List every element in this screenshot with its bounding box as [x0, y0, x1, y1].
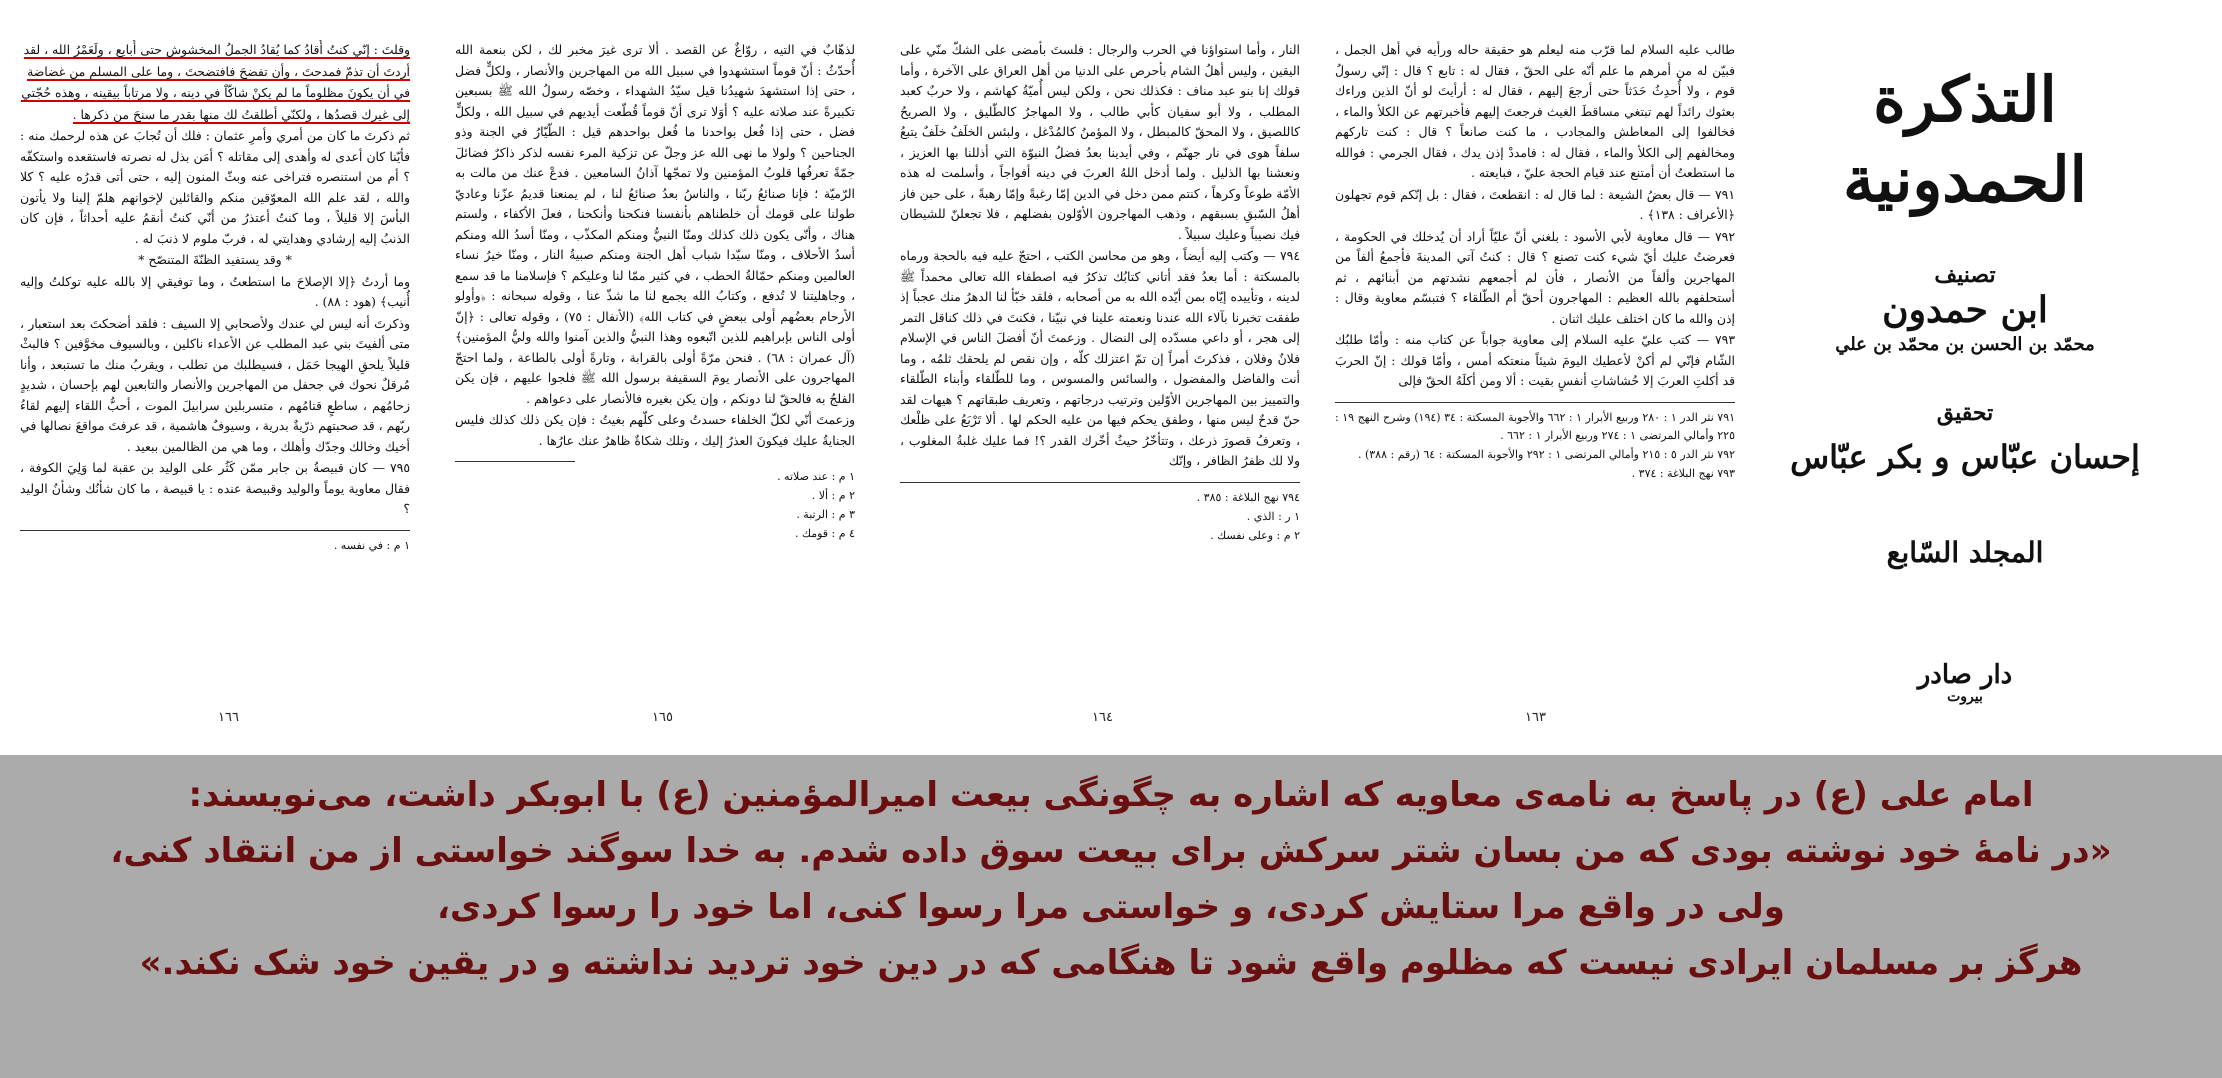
- author-name: ابن حمدون: [1882, 289, 2048, 331]
- page-number: ١٦٣: [1525, 710, 1546, 725]
- footnote-rule: [455, 461, 575, 462]
- page-164: [900, 40, 1300, 730]
- highlighted-line: أردتَ أن تذمّ فمدحتَ ، وأن تفضحَ فافتضحتَ ، وما على المسلم من غضاضة: [27, 63, 410, 79]
- footnote-rule: [1335, 402, 1735, 403]
- footnote: ٧٩١ نثر الدر ١ : ٢٨٠ وربيع الأبرار ١ : ٦٦٢ والأجوبة المسكتة : ٣٤ (١٩٤) وشرح النهج ١٩ : ٢٢٥ وأمالي المرتضى ١ : ٢٧٤ وربيع الأبرار ١ : ٦٦٢ .: [1335, 410, 1735, 442]
- paragraph: ٧٩٢ — قال معاوية لأبي الأسود : بلغني أنّ عليّاً أراد أن يُدخلك في الحكومة ، فعرضتُ عليك أيّ شيء كنت تصنع ؟ قال : كنتُ آتي المدينةَ فأجمعُ ألفاً من المهاجرين وألفاً من الأنصار ، فأن لم أجمعهم نشدتهم من أبنائهم ، ثم أستحلفهم بالله العظيم : المهاجرون أحقّ أم الطّلقاء ؟ فتبسّم معاوية وقال : إذن والله ما كان اختلف عليك اثنان .: [1335, 228, 1735, 326]
- paragraph: وما أردتُ ﴿إلا الإصلاحَ ما استطعتُ ، وما توفيقي إلا بالله عليه توكلتُ وإليه أُنيب﴾ (هود : ٨٨) .: [20, 273, 410, 309]
- page-163: [1335, 40, 1735, 730]
- highlighted-line: في أن يكونَ مظلوماً ما لم يكنْ شاكّاً في دينه ، ولا مرتاباً بيقينه ، وهذه حُجّتي: [21, 85, 410, 100]
- highlighted-line: وقلتَ : إنّي كنتُ أُقادُ كما يُقادُ الجملُ المخشوش حتى أُبايع ، ولَعَمْرُ الله ، لقد: [23, 42, 410, 57]
- paragraph: ٧٩١ — قال بعضُ الشيعة : لما قال له : انقطعتَ ، فقال : بل إنّكم قوم تجهلون ﴿الأعراف : ١٣٨﴾ .: [1335, 186, 1735, 222]
- footnote-rule: [900, 482, 1300, 483]
- footnote: ١ ر : الذي .: [1246, 509, 1300, 523]
- paragraph: لذهّابٌ في التيه ، روّاغٌ عن القصد . ألا ترى غيرَ مخبر لك ، لكن بنعمة الله أُحدّثُ : أنّ قوماً استشهدوا في سبيل الله من المهاجرين والأنصار ، ولكلٍّ فضل ، حتى إذا استشهدَ شهيدُنا قيل سيّدُ الشهداء ، وخصّه رسولُ الله ﷺ بسبعين تكبيرةً عند صلاته عليه ؟ أوَلا ترى أنّ قوماً قُطّعت أيديهم في سبيل الله ، ولكلٍّ فضل ، حتى إذا فُعل بواحدنا ما فُعل بواحدهم قيل : الطّيّارُ في الجنة وذو الجناحين ؟ ولولا ما نهى الله عز وجلّ عن تزكية المرء نفسه لذكر ذاكرٌ فضائلَ جمّةً تعرفُها قلوبُ المؤمنين ولا تمجّها آذانُ السامعين . فدعْ عنك من مالت به الرّميّة ؛ فإنا صنائعُ ربّنا ، والناسُ بعدُ صنائعُ لنا ، لم يمنعنا قديمُ عزّنا وعاديّ طولنا على قومك أن خلطناهم بأنفسنا فنكحنا وأنكحنا ، فعلَ الأكفاء ، ولستم هناك ، وأنّى يكون ذلك كذلك ومنّا النبيُّ ومنكم المكذّب ، ومنّا أسدُ الله ومنكم أسدُ الأحلاف ، ومنّا سيّدا شباب أهل الجنة ومنكم صبيةُ النار ، ومنّا خيرُ نساء العالمين ومنكم حمّالةُ الحطب ، في كثير ممّا لنا وعليكم ؟ فإسلامنا ما قد سمع ، وجاهليتنا لا تُدفع ، وكتابُ الله يجمع لنا ما شذّ عنا ، وقوله سبحانه : ﴿وأولو الأرحام بعضُهم أولى ببعضٍ في كتاب الله﴾ (الأنفال : ٧٥) ، وقوله تعالى : ﴿إنّ أولى الناس بإبراهيم للذين اتّبعوه وهذا النبيُّ والذين آمنوا والله وليُّ المؤمنين﴾ (آل عمران : ٦٨) . فنحن مرّةً أولى بالقرابة ، وتارةً أولى بالطاعة ، ولما احتجّ المهاجرون على الأنصار يومَ السقيفة برسول الله ﷺ فلجوا عليهم ، فإن يكن الفلجُ به فالحقّ لنا دونكم ، وإن يكن بغيره فالأنصار على دعواهم .: [455, 42, 855, 406]
- title-page: [1780, 60, 2150, 705]
- page-165: [455, 40, 855, 730]
- caption-panel: [0, 755, 2222, 1078]
- caption-line: امام علی (ع) در پاسخ به نامه‌ی معاویه که اشاره به چگونگی بیعت امیرالمؤمنین (ع) با ابوبکر داشت، می‌نویسند:: [188, 775, 2034, 815]
- paragraph: طالب عليه السلام لما قرّب منه ليعلم هو حقيقة حاله ورأيه في أهل الجمل ، فبيّن له من أمرهم ما علم أنّه على الحقّ ، فقال له : تابع ؟ قال : إنّي رسولُ قوم ، ولا أُحدِثُ حَدَثاً حتى أرجعَ إليهم ، فقال له : أرأيتَ لو أنّ الذين وراءك بعثوك رائداً لهم تبتغي مساقطَ الغيث فرجعتَ إليهم فأخبرتهم عن الكلأ والماء ، فخالفوا إلى المعاطش والمجادب ، ما كنت صانعاً ؟ قال : كنت تاركهم ومخالفهم إلى الكلأ والماء ، فقال له : فامددْ إذن يدك ، فقال الجرمي : فوالله ما استطعتُ أن أمتنع عند قيام الحجة عليّ ، فبايعته .: [1335, 42, 1735, 180]
- paragraph: ٧٩٣ — كتب عليّ عليه السلام إلى معاوية جواباً عن كتاب منه : وأمّا طلبُك الشّام فإنّي لم أكنْ لأعطيك اليومَ شيئاً منعتكه أمس ، وأمّا قولك : إنّ الحربَ قد أكلتِ العربَ إلا حُشاشاتِ أنفسٍ بقيت : ألا ومن أكلَهُ الحقّ فإلى: [1335, 332, 1735, 388]
- highlighted-line: إلى غيرك قصدُها ، ولكنّي أطلقتُ لك منها بقدر ما سنحَ من ذكرها .: [72, 106, 410, 122]
- footnote: ٧٩٤ نهج البلاغة : ٣٨٥ .: [1196, 490, 1300, 504]
- volume-label: المجلد السّابع: [1886, 536, 2044, 569]
- footnote: ١ م : في نفسه .: [333, 538, 410, 552]
- footnote: ٢ م : وعلى نفسك .: [1210, 528, 1300, 542]
- caption-line: ولی در واقع مرا ستایش کردی، و خواستی مرا رسوا کنی، اما خود را رسوا کردی،: [437, 887, 1785, 927]
- edited-label: تحقيق: [1936, 400, 1994, 426]
- footnote: ٢ م : ألا .: [811, 489, 855, 502]
- author-full-name: محمّد بن الحسن بن محمّد بن علي: [1835, 334, 2095, 355]
- paragraph: وذكرتَ أنه ليس لي عندك ولأصحابي إلا السيف : فلقد أضحكتَ بعد استعبار ، متى ألفيتَ بني عبد المطلب عن الأعداء ناكلين ، وبالسيوف مخوَّفين ؟ فالبثْ قليلاً يلحقِ الهيجا حَمَل ، فسيطلبك من تطلب ، ويقربُ منك ما تستبعد ، وأنا مُرقلٌ نحوك في جحفل من المهاجرين والأنصار والتابعين لهم بإحسان ، شديدٍ زحامُهم ، ساطعٍ قتامُهم ، متسربلين سرابيلَ الموت ، أحبُّ اللقاء إليهم لقاءُ ربّهم ، قد صحبتهم ذرّيةٌ بدرية ، وسيوفٌ هاشمية ، قد عرفتَ مواقعَ نصالها في أخيك وخالك وجدّك وأهلك ، وما هي من الظالمين ببعيد .: [20, 315, 410, 454]
- footnote: ٤ م : قومك .: [794, 527, 855, 540]
- publisher-city: بيروت: [1947, 689, 1983, 705]
- publisher: دار صادر: [1917, 660, 2013, 690]
- book-title: التذكرة الحمدونية: [1843, 63, 2087, 216]
- page-166: [20, 40, 410, 730]
- editors: إحسان عبّاس و بكر عبّاس: [1790, 438, 2140, 476]
- paragraph: ثم ذكرتَ ما كان من أمري وأمرِ عثمان : فلك أن تُجابَ عن هذه لرحمك منه : فأيّنا كان أعدى له وأهدى إلى مقاتله ؟ أمَن بذل له نصرته فاستقعده واستكفّه ؟ أم من استنصره فتراخى عنه وبثّ المنون إليه ، حتى أتى قدرُه عليه ؟ كلا والله ، لقد علم الله المعوّقين منكم والقائلين لإخوانهم هلمّ إلينا ولا يأتون البأسَ إلا قليلاً ، وما كنتُ أعتذرُ من أنّي كنتُ أنقمُ عليه أحداثاً ، فإن كان الذنبُ إليه إرشادي وهدايتي له ، فربّ ملوم لا ذنبَ له .: [20, 128, 410, 246]
- verse-line: * وقد يستفيد الظنّةَ المتنصّح *: [138, 252, 292, 267]
- footnote: ٧٩٣ نهج البلاغة : ٣٧٤ .: [1631, 466, 1735, 480]
- authored-label: تصنيف: [1934, 262, 1996, 288]
- paragraph: ٧٩٤ — وكتب إليه أيضاً ، وهو من محاسن الكتب ، احتجّ عليه فيه بالحجة ورماه بالمسكتة : أما بعدُ فقد أتاني كتابُك تذكرُ فيه اصطفاء الله تعالى محمداً ﷺ لدينه ، وتأييده إيّاه بمن أيّده الله به من أصحابه ، فلقد خبّأ لنا الدهرُ منك عجباً إذ طفقت تخبرنا بآلاء الله عندنا ونعمته علينا في نبيّنا ، فكنتَ في ذلك كناقل التمر إلى هجر ، أو داعي مسدّده إلى النضال . وزعمتَ أنّ أفضلَ الناس في الإسلام فلانٌ وفلان ، فذكرتَ أمراً إن تمّ اعتزلك كلّه ، وإن نقص لم يلحقك ثلمُه ، وما أنت والفاضل والمفضول ، والسائس والمسوس ، وما للطّلقاء وأبناء الطّلقاء والتمييز بين المهاجرين الأوّلين وترتيب درجاتهم ، وتعريف طبقاتهم ؟ هيهات لقد حنّ قدحٌ ليس منها ، وطفق يحكم فيها من عليه الحكم لها . ألا تَرْبَعُ على ظلْعك ، وتعرفُ قصورَ ذرعك ، وتتأخّرُ حيثُ أخّرك القدر ؟! فما عليك غلبةُ المغلوب ، ولا لك ظفرُ الظافر ، وإنّك: [900, 248, 1300, 468]
- footnote-rule: [20, 530, 410, 531]
- paragraph: ٧٩٥ — كان قبيصةُ بن جابر ممّن كَثُر على الوليد بن عقبة لما وَلِيَ الكوفة ، فقال معاوية يوماً والوليد وقبيصة عنده : يا قبيصة ، ما كان شأنُك وشأنُ الوليد ؟: [20, 460, 410, 516]
- page-number: ١٦٤: [1092, 710, 1113, 725]
- footnote: ٣ م : الرتبة .: [796, 508, 855, 521]
- paragraph: النار ، وأما استواؤنا في الحرب والرجال : فلستَ بأمضى على الشكّ منّي على اليقين ، وليس أهلُ الشام بأحرص على الدنيا من أهل العراق على الآخرة ، وأما قولك إنا بنو عبد مناف : فكذلك نحن ، ولكن ليس أُميّةُ كهاشم ، ولا حربٌ كعبد المطلب ، ولا أبو سفيان كأبي طالب ، ولا المهاجرُ كالطّليق ، ولا الصريحُ كاللصيق ، ولا المحقّ كالمبطل ، ولا المؤمنُ كالمُدْغل ، ولبئس الخلَفُ خلَفٌ يتبعُ سلفاً هوى في نار جهنّم ، وفي أيدينا بعدُ فضلُ النبوّة التي أذللنا بها العزيز ، ونعشنا بها الذليل . ولما أدخل اللهُ العربَ في دينه أفواجاً ، وأسلمت له هذه الأمّة طوعاً وكرهاً ، كنتم ممن دخل في الدين إمّا رغبةً وإمّا رهبةً ، على حين فاز أهلُ السّبقِ بسبقهم ، وذهب المهاجرون الأوّلون بفضلهم ، فلا تجعلنّ للشيطان فيك نصيباً وعليك سبيلاً .: [900, 42, 1300, 242]
- caption-line: «در نامهٔ خود نوشته بودی که من بسان شتر سرکش برای بیعت سوق داده شدم. به خدا سوگند خواستی از من انتقاد کنی،: [110, 831, 2112, 871]
- page-number: ١٦٦: [218, 710, 239, 725]
- footnote: ٧٩٢ نثر الدر ٥ : ٢١٥ وأمالي المرتضى ١ : ٢٩٢ والأجوبة المسكتة : ٦٤ (رقم : ٣٨٨) .: [1357, 447, 1735, 461]
- caption-line: هرگز بر مسلمان ایرادی نیست که مظلوم واقع شود تا هنگامی که در دین خود تردید نداشته و در یقین خود شک نکند.»: [139, 943, 2083, 983]
- page-number: ١٦٥: [652, 710, 673, 725]
- paragraph: وزعمتَ أنّي لكلّ الخلفاء حسدتُ وعلى كلّهم بغيتُ : فإن يكن ذلك كذلك فليس الجنايةُ عليك فيكونَ العذرُ إليك ، وتلك شكاةٌ ظاهرٌ عنك عارُها .: [455, 412, 855, 448]
- footnote: ١ م : عند صلاته .: [777, 470, 855, 483]
